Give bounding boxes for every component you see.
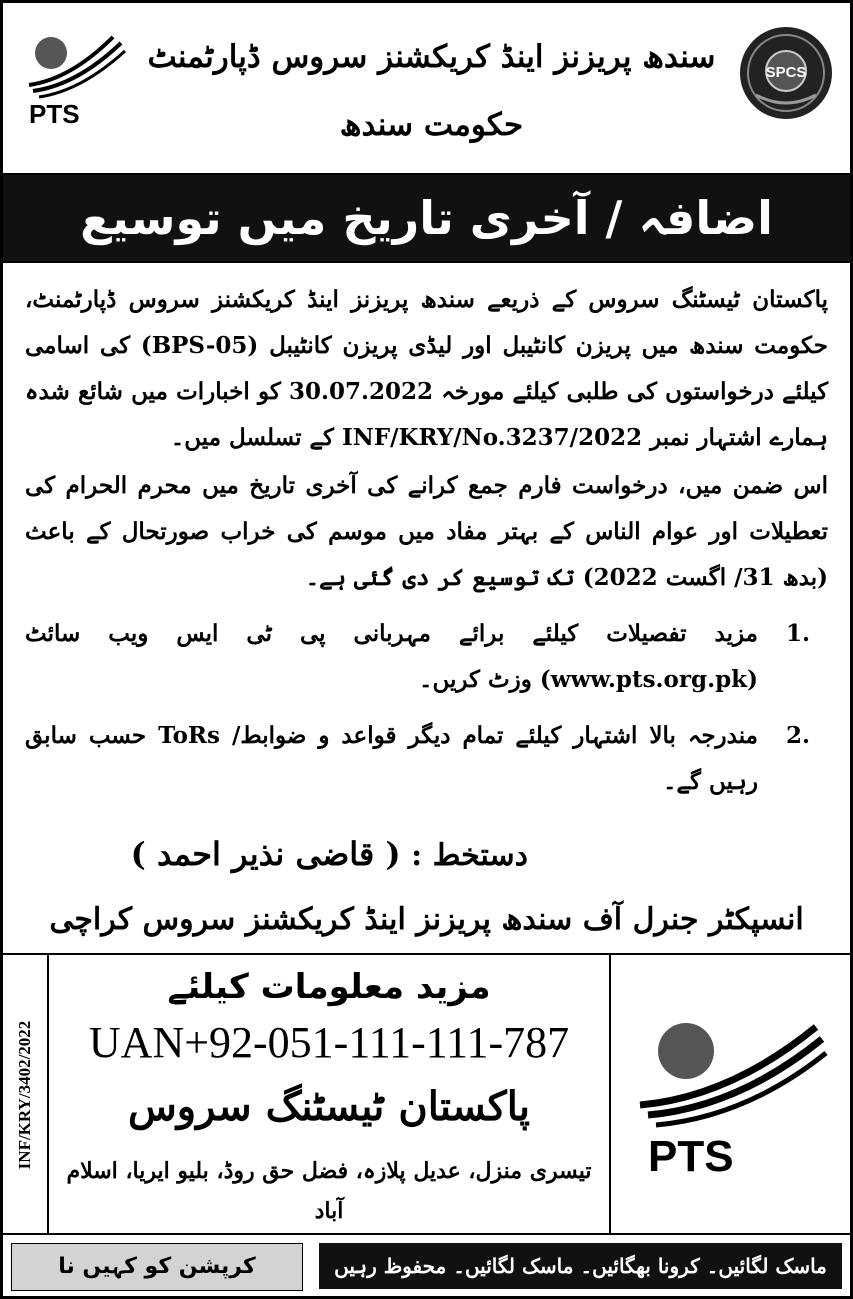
signatory-name: ( قاضی نذیر احمد ) [130,835,401,873]
signature-line [25,829,828,881]
publication-date: 30.07.2022 [289,378,434,405]
item-1-text-a: مزید تفصیلات کیلئے برائے مہربانی پی ٹی ایس ویب سائٹ [25,620,758,647]
item-1-text-b: وزٹ کریں۔ [418,666,532,693]
department-title: سندھ پریزنز اینڈ کریکشنز سروس ڈپارٹمنٹ [147,39,716,75]
tors-label: ToRs [158,722,220,749]
list-item [25,611,828,703]
paragraph-1-text-b: کی اسامی کیلئے درخواستوں کی طلبی کیلئے مورخہ [25,332,829,405]
item-text [25,713,758,805]
pts-logo-icon [630,1005,830,1175]
notice-banner: اضافہ / آخری تاریخ میں توسیع [3,175,850,263]
ad-number: INF/KRY/No.3237/2022 [341,424,643,451]
spcs-seal-icon [736,25,836,121]
svg-text:SPCS: SPCS [765,64,807,81]
list-item [25,713,828,805]
contact-footer [3,953,850,1235]
paragraph-1-text-d: کے تسلسل میں۔ [170,424,334,451]
signature-label: دستخط : [411,838,528,873]
notice-body [3,263,850,945]
reference-strip [3,955,49,1235]
paragraph-1 [25,277,828,461]
government-title: حکومت سندھ [339,107,524,143]
bottom-row [3,1233,850,1299]
organization-address: تیسری منزل، عدیل پلازہ، فضل حق روڈ، بلیو ایریا، اسلام آباد [66,1158,592,1224]
item-number: 1. [785,620,810,647]
info-box [49,955,611,1235]
svg-text:PTS: PTS [648,1132,734,1175]
item-text [25,611,758,703]
paragraph-1-text-c: کو اخبارات میں شائع شدہ ہمارے اشتہار نمبر [25,378,828,451]
website-link[interactable]: (www.pts.org.pk) [539,666,758,693]
header [3,3,850,175]
paragraph-2-text-b: تک توسیع کر دی گئی ہے۔ [305,564,575,591]
paragraph-1-text-a: پاکستان ٹیسٹنگ سروس کے ذریعے سندھ پریزنز اینڈ کریکشنز سروس ڈپارٹمنٹ، حکومت سندھ میں پریزن کانٹیبل اور لیڈی پریزن کانٹیبل [25,286,828,359]
svg-text:PTS: PTS [29,99,80,127]
pts-logo-icon [21,27,131,127]
item-number: 2. [785,722,810,749]
paragraph-2-text-a: اس ضمن میں، درخواست فارم جمع کرانے کی آخری تاریخ میں محرم الحرام کی تعطیلات اور عوام الناس کے بہتر مفاد میں موسم کی خراب صورتحال کے باعث [25,472,828,545]
organization-name: پاکستان ٹیسٹنگ سروس [127,1083,531,1130]
info-heading: مزید معلومات کیلئے [167,967,491,1007]
item-2-text-b: حسب سابق رہیں گے۔ [25,722,758,795]
signatory-designation: انسپکٹر جنرل آف سندھ پریزنز اینڈ کریکشنز سروس کراچی [49,902,804,937]
covid-message: ماسک لگائیں۔ کرونا بھگائیں۔ ماسک لگائیں۔ محفوظ رہیں [319,1243,842,1289]
anti-corruption-slogan: کرپشن کو کہیں نا [11,1243,303,1291]
item-2-text-a: مندرجہ بالا اشتہار کیلئے تمام دیگر قواعد و ضوابط/ [231,722,758,749]
grade-label: (BPS-05) [140,332,259,359]
paragraph-2 [25,463,828,601]
reference-number: INF/KRY/3402/2022 [15,1020,34,1170]
uan-number[interactable]: UAN+92-051-111-111-787 [88,1018,570,1067]
new-deadline: (بدھ 31/ اگست 2022) [582,564,828,591]
